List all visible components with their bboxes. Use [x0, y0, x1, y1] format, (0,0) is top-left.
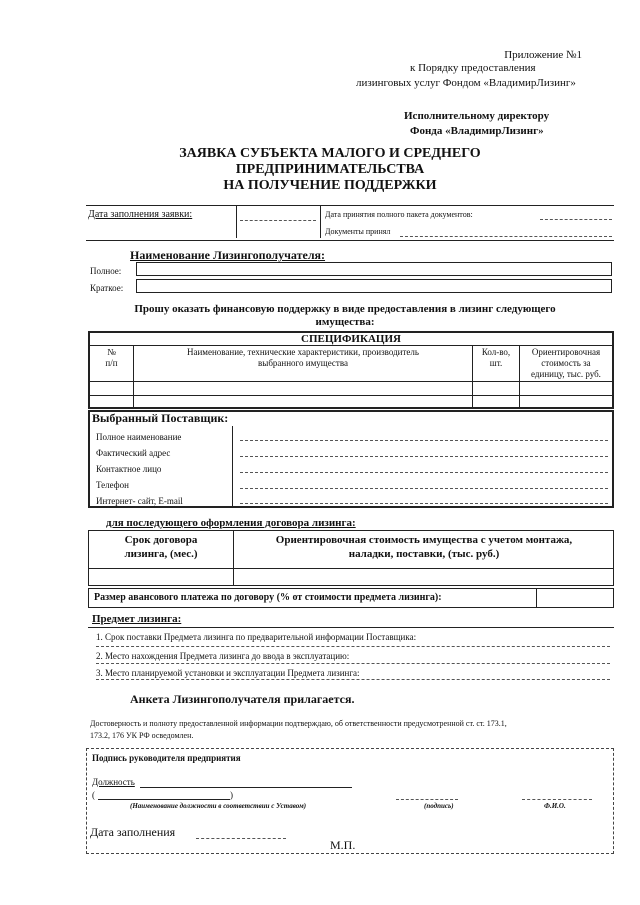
advance-label: Размер авансового платежа по договору (% от стоимости предмета лизинга): — [94, 592, 442, 603]
supplier-website-label: Интернет- сайт, E-mail — [96, 496, 183, 506]
contract-cost-line2: наладки, поставки, (тыс. руб.) — [348, 548, 500, 560]
divider — [88, 627, 614, 628]
supplier-full-name-label: Полное наименование — [96, 432, 182, 442]
col-number-header — [90, 347, 133, 369]
paren-close: ) — [230, 790, 233, 800]
col-cost-line3: единицу, тыс. руб. — [531, 369, 601, 379]
signature-heading: Подпись руководителя предприятия — [92, 753, 241, 763]
paren-open: ( — [92, 790, 95, 800]
subject-heading: Предмет лизинга: — [92, 613, 182, 625]
installation-field[interactable] — [96, 679, 610, 680]
appendix-line2: к Порядку предоставления — [410, 62, 536, 74]
supplier-full-name-field[interactable] — [240, 440, 608, 441]
lessee-full-label: Полное: — [90, 266, 122, 276]
col-number-line1: № — [107, 347, 116, 357]
position-field[interactable] — [140, 787, 352, 788]
col-cost-header — [520, 347, 612, 380]
accepted-date-field[interactable] — [540, 219, 612, 220]
lessee-short-label: Краткое: — [90, 283, 124, 293]
contract-heading: для последующего оформления договора лизинга: — [106, 517, 356, 529]
subject-item-2: 2. Место нахождения Предмета лизинга до ввода в эксплуатацию: — [96, 651, 350, 661]
request-line1: Прошу оказать финансовую поддержку в виде предоставления в лизинг следующего — [134, 303, 556, 315]
divider — [232, 426, 233, 506]
delivery-term-field[interactable] — [96, 646, 610, 647]
appendix-line3: лизинговых услуг Фондом «ВладимирЛизинг» — [356, 77, 576, 89]
col-number-line2: п/п — [105, 358, 118, 368]
appendix-block — [330, 48, 582, 62]
divider — [90, 345, 612, 346]
col-qty-line2: шт. — [489, 358, 503, 368]
contract-term-header — [90, 533, 232, 561]
supplier-address-label: Фактический адрес — [96, 448, 171, 458]
certification-text — [90, 718, 620, 742]
page-title — [100, 146, 560, 194]
fill-date-field[interactable] — [240, 220, 316, 221]
divider — [86, 205, 614, 206]
fill-date-label-bottom: Дата заполнения — [90, 825, 176, 839]
contract-term-line1: Срок договора — [124, 534, 198, 546]
col-name-header — [134, 347, 472, 369]
stamp-placeholder: М.П. — [330, 838, 356, 852]
supplier-phone-field[interactable] — [240, 488, 608, 489]
table-row[interactable] — [90, 381, 612, 382]
divider — [536, 588, 537, 608]
col-cost-line2: стоимость за — [541, 358, 591, 368]
table-row[interactable] — [88, 568, 614, 569]
position-subfield[interactable] — [98, 799, 230, 800]
divider — [86, 240, 614, 241]
contract-term-line2: лизинга, (мес.) — [124, 548, 198, 560]
request-line2: имущества: — [315, 316, 375, 328]
lessee-heading: Наименование Лизингополучателя: — [130, 248, 326, 262]
position-label: Должность — [92, 777, 135, 787]
table-row[interactable] — [90, 395, 612, 396]
certification-line2: 173.2, 176 УК РФ осведомлен. — [90, 731, 194, 740]
supplier-heading: Выбранный Поставщик: — [92, 411, 229, 425]
questionnaire-note: Анкета Лизингополучателя прилагается. — [130, 692, 355, 706]
lessee-short-field[interactable] — [136, 279, 612, 293]
certification-line1: Достоверность и полноту предоставленной информации подтверждаю, об ответственности предусмотренной ст. ст. 173.1, — [90, 719, 507, 728]
supplier-website-field[interactable] — [240, 503, 608, 504]
addressee-line1: Исполнительному директору — [404, 110, 550, 122]
contract-cost-header — [236, 533, 612, 561]
supplier-contact-field[interactable] — [240, 472, 608, 473]
supplier-address-field[interactable] — [240, 456, 608, 457]
advance-field[interactable] — [538, 590, 612, 606]
col-qty-header — [473, 347, 519, 369]
spec-heading: СПЕЦИФИКАЦИЯ — [301, 333, 401, 345]
divider — [320, 206, 321, 238]
caption-signature: (подпись) — [424, 802, 454, 810]
title-line1: ЗАЯВКА СУБЪЕКТА МАЛОГО И СРЕДНЕГО — [179, 146, 481, 161]
subject-item-1: 1. Срок поставки Предмета лизинга по предварительной информации Поставщика: — [96, 632, 417, 642]
caption-position: (Наименование должности в соответствии с Уставом) — [130, 802, 307, 810]
supplier-labels — [96, 429, 183, 509]
location-field[interactable] — [96, 663, 610, 664]
fill-date-field-bottom[interactable] — [196, 838, 286, 839]
fill-date-label: Дата заполнения заявки: — [88, 209, 193, 220]
signature-field[interactable] — [396, 799, 458, 800]
subject-item-3: 3. Место планируемой установки и эксплуатации Предмета лизинга: — [96, 668, 360, 678]
appendix-line1: Приложение №1 — [504, 49, 582, 61]
title-line3: НА ПОЛУЧЕНИЕ ПОДДЕРЖКИ — [223, 178, 437, 193]
divider — [236, 206, 237, 238]
supplier-phone-label: Телефон — [96, 480, 129, 490]
contract-cost-line1: Ориентировочная стоимость имущества с учетом монтажа, — [275, 534, 573, 546]
col-qty-line1: Кол-во, — [481, 347, 511, 357]
col-cost-line1: Ориентировочная — [531, 347, 601, 357]
addressee-line2: Фонда «ВладимирЛизинг» — [410, 125, 544, 137]
lessee-full-field[interactable] — [136, 262, 612, 276]
accepted-date-label: Дата принятия полного пакета документов: — [325, 210, 473, 219]
request-text — [100, 303, 590, 329]
col-name-line1: Наименование, технические характеристики, производитель — [186, 347, 420, 357]
docs-accepted-field[interactable] — [400, 236, 612, 237]
divider — [233, 530, 234, 586]
supplier-contact-label: Контактное лицо — [96, 464, 162, 474]
caption-full-name: Ф.И.О. — [544, 802, 566, 810]
col-name-line2: выбранного имущества — [258, 358, 348, 368]
full-name-field[interactable] — [522, 799, 592, 800]
title-line2: ПРЕДПРИНИМАТЕЛЬСТВА — [235, 162, 425, 177]
docs-accepted-label: Документы принял — [325, 227, 391, 236]
